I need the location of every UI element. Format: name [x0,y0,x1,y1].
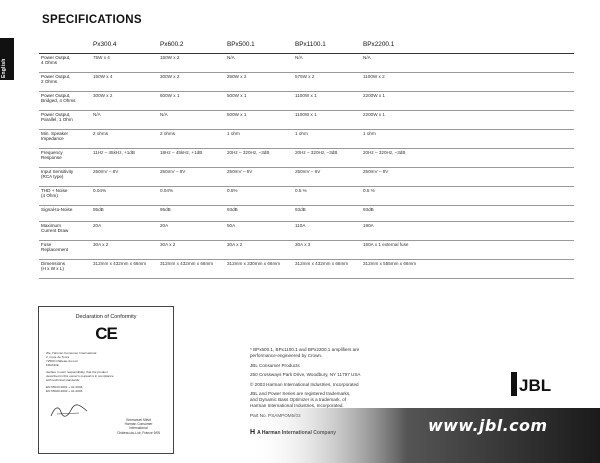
table-cell: 0.5% [225,186,293,205]
row-label: Signal-to-Noise [39,205,91,221]
table-cell: N/A [361,53,574,72]
table-cell: 2200W x 1 [361,110,574,129]
row-label: Frequency Response [39,148,91,167]
table-header-cell: BPx1100.1 [293,37,361,53]
table-cell: 250mV – 8V [91,167,158,186]
table-header-cell [39,37,91,53]
table-cell: 2 ohms [158,129,225,148]
table-cell: 2200W x 1 [361,91,574,110]
table-row [39,186,574,205]
table-cell: 110A [293,221,361,240]
table-cell: 1 ohm [361,129,574,148]
signature-image [49,402,89,420]
table-row [39,148,574,167]
language-tab [0,38,14,80]
table-cell: 11Hz – 45kHz, +1dB [91,148,158,167]
table-cell: 312mm x 432mm x 66mm [158,259,225,278]
table-cell: 500W x 1 [225,110,293,129]
table-cell: 250W x 2 [225,72,293,91]
table-cell: 2 ohms [91,129,158,148]
table-cell: 1100W x 2 [361,72,574,91]
table-cell: 93dB [225,205,293,221]
row-label: Power Output, Bridged, 4 Ohms [39,91,91,110]
website-url[interactable]: www.jbl.com [428,416,548,435]
table-cell: 150W x 4 [91,72,158,91]
table-cell: 150W x 2 [158,53,225,72]
table-row [39,221,574,240]
note-company: JBL Consumer Products [250,362,300,368]
table-cell: 312mm x 432mm x 66mm [293,259,361,278]
row-label: Dimensions (H x W x L) [39,259,91,278]
page-title: SPECIFICATIONS [42,14,142,26]
table-cell: 312mm x 432mm x 66mm [91,259,158,278]
table-cell: N/A [158,110,225,129]
table-cell: 250mV – 6V [293,167,361,186]
table-row [39,72,574,91]
table-cell: 312mm x 330mm x 66mm [225,259,293,278]
table-cell: 0.5 % [361,186,574,205]
table-cell: 0.5 % [293,186,361,205]
table-cell: 575W x 2 [293,72,361,91]
table-cell: 250mV – 6V [225,167,293,186]
table-cell: 20Hz – 320Hz, –3dB [361,148,574,167]
note-address: 250 Crossways Park Drive, Woodbury, NY 11797 USA [250,372,361,377]
table-cell: N/A [225,53,293,72]
table-row [39,167,574,186]
conformity-address: We, Harman Consumer International 2, route de Tours 72500 Château-du-Loir FRANCE [46,351,97,367]
row-label: Input Sensitivity (RCA type) [39,167,91,186]
table-cell: 150A x 1 external fuse [361,240,574,259]
table-header-cell: Px300.4 [91,37,158,53]
table-cell: 30A x 2 [91,240,158,259]
table-cell: 600W x 1 [158,91,225,110]
table-cell: 75W x 4 [91,53,158,72]
table-row [39,91,574,110]
table-cell: 250mV – 8V [158,167,225,186]
table-row [39,205,574,221]
conformity-title: Declaration of Conformity [75,314,137,320]
table-row [39,129,574,148]
row-label: Power Output, Parallel, 1 Ohm [39,110,91,129]
table-cell: 20Hz – 320Hz, –3dB [293,148,361,167]
table-cell: 20A [91,221,158,240]
table-cell: 50A [225,221,293,240]
table-cell: 18Hz – 45kHz, +1dB [158,148,225,167]
jbl-logo [511,372,555,396]
row-label: Maximum Current Draw [39,221,91,240]
table-cell: 30A x 2 [225,240,293,259]
table-row [39,53,574,72]
table-cell: N/A [293,53,361,72]
table-cell: 300W x 2 [91,91,158,110]
table-header-cell: BPx500.1 [225,37,293,53]
table-header-row [39,37,574,53]
note-crown: * BPx500.1, BPx1100.1 and BPx2200.1 amplifiers are performance-engineered by Crown. [250,347,360,358]
table-cell: 1 ohm [293,129,361,148]
table-cell: 20A [158,221,225,240]
table-cell: 30A x 3 [293,240,361,259]
note-trademarks: JBL and Power Series are registered trademarks, and Dynamic Bass Optimizer is a trademark, of Harman International Industries, Incorporated. [250,391,351,408]
conformity-declaration: declare in own responsibility, that the product described in this owner's manual is in compliance with technical standards: [46,370,114,382]
table-cell: 300W x 2 [158,72,225,91]
ce-mark-logo: CE [95,324,117,343]
table-cell: N/A [91,110,158,129]
table-cell: 312mm x 555mm x 66mm [361,259,574,278]
table-cell: 95dB [158,205,225,221]
row-label: Power Output, 2 Ohms [39,72,91,91]
row-label: Fuse Replacement [39,240,91,259]
conformity-standards: EN 55013:2001 + A1:2003 EN 55020:2002 + A1:2003 [46,385,83,393]
table-row [39,240,574,259]
language-tab-label: English [1,58,7,78]
table-cell: 250mV – 8V [361,167,574,186]
jbl-logo-text: JBL [519,376,552,395]
specifications-table [39,37,574,279]
table-header-cell: Px600.2 [158,37,225,53]
conformity-signatory: Emmanuel Mifsit Harman Consumer International Château-du-Loir, France 9/05 [116,418,161,435]
table-cell: 1 ohm [225,129,293,148]
table-row [39,259,574,278]
table-cell: 190A [361,221,574,240]
note-copyright: © 2003 Harman International Industries, Incorporated [250,381,359,387]
table-cell: 0.04% [158,186,225,205]
table-cell: 1100W x 1 [293,91,361,110]
table-cell: 30A x 2 [158,240,225,259]
table-cell: 1100W x 1 [293,110,361,129]
row-label: Min. Speaker Impedance [39,129,91,148]
table-cell: 93dB [293,205,361,221]
table-cell: 20Hz – 320Hz, –3dB [225,148,293,167]
table-cell: 500W x 1 [225,91,293,110]
table-cell: 0.04% [91,186,158,205]
table-cell: 95dB [91,205,158,221]
row-label: THD + Noise (4 Ohm) [39,186,91,205]
table-row [39,110,574,129]
row-label: Power Output, 4 Ohms [39,53,91,72]
declaration-of-conformity [38,306,174,454]
table-cell: 93dB [361,205,574,221]
table-header-cell: BPx2200.1 [361,37,574,53]
